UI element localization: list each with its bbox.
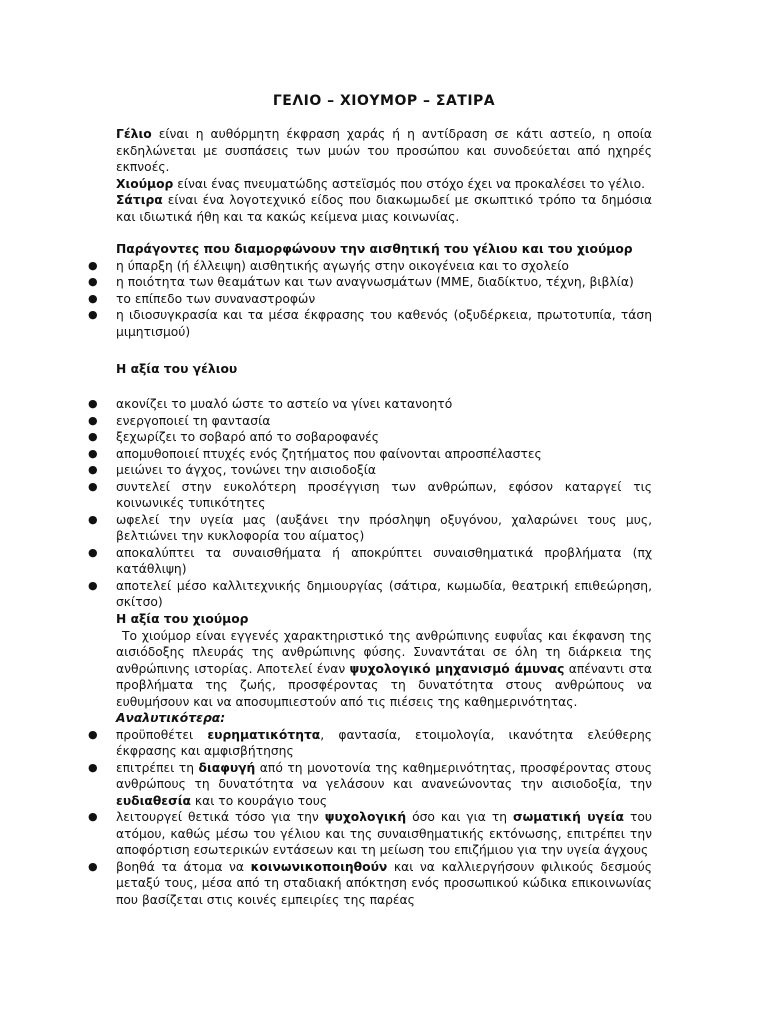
bullet-icon: ● [88, 275, 98, 288]
list-item [88, 462, 652, 479]
list-item-text: προϋποθέτει [116, 727, 208, 742]
term-satira: Σάτιρα [116, 193, 163, 207]
bullet-icon: ● [88, 397, 98, 410]
bullet-icon: ● [88, 258, 98, 272]
list-item-text: η ποιότητα των θεαμάτων και των αναγνωσμάτων (ΜΜΕ, διαδίκτυο, τέχνη, βιβλία) [116, 275, 634, 289]
list-item-emphasis: ευδιαθεσία [116, 793, 191, 808]
list-item-text: ξεχωρίζει το σοβαρό από το σοβαροφανές [116, 430, 379, 444]
list-item-text: ακονίζει το μυαλό ώστε το αστείο να γίνει κατανοητό [116, 397, 453, 411]
bullet-icon: ● [88, 512, 98, 526]
list-item-text: ενεργοποιεί τη φαντασία [116, 413, 271, 428]
value-xioumor-paragraph [116, 628, 652, 711]
definition-xioumor-text: είναι ένας πνευματώδης αστεϊσμός που στόχο έχει να προκαλέσει το γέλιο. [173, 176, 646, 191]
list-item [88, 479, 652, 512]
document-title: ΓΕΛΙΟ – ΧΙΟΥΜΟΡ – ΣΑΤΙΡΑ [272, 93, 496, 109]
list-item-text: και να καλλιεργήσουν φιλικούς δεσμούς μεταξύ τους, μέσα από τη σταδιακή απόκτηση ενός προσωπικού κώδικα επικοινωνίας που βασίζεται στις κοινές εμπειρίες της παρέας [116, 859, 652, 907]
definitions-section [116, 126, 652, 225]
list-item [88, 512, 652, 545]
bullet-icon: ● [88, 446, 98, 460]
list-item-text: αποκαλύπτει τα συναισθήματα ή αποκρύπτει συναισθηματικά προβλήματα (πχ κατάθλιψη) [116, 545, 652, 576]
value-gelio-list [88, 396, 652, 611]
value-xioumor-section [88, 611, 653, 908]
list-item-emphasis: διαφυγή [198, 760, 256, 775]
paragraph-emphasis: ψυχολογικό μηχανισμό άμυνας [349, 661, 565, 676]
list-item [88, 446, 652, 463]
factors-heading: Παράγοντες που διαμορφώνουν την αισθητική του γέλιου και του χιούμορ [116, 242, 633, 256]
list-item-text: η ιδιοσυγκρασία και τα μέσα έκφρασης του καθενός (οξυδέρκεια, πρωτοτυπία, τάση μιμητισμού) [116, 308, 652, 339]
list-item-text: λειτουργεί θετικά τόσο για την [116, 810, 325, 824]
bullet-icon: ● [88, 430, 98, 443]
list-item [88, 396, 652, 413]
list-item-emphasis: ψυχολογική [324, 810, 407, 824]
definition-gelio [116, 126, 652, 176]
bullet-icon: ● [88, 810, 98, 823]
factors-section [88, 241, 652, 340]
value-xioumor-heading: Η αξία του χιούμορ [116, 612, 249, 626]
list-item [88, 809, 653, 859]
paragraph-text: Το χιούμορ είναι εγγενές χαρακτηριστικό της ανθρώπινης ευφυΐας και έκφανση της αισιόδοξης πλευράς της ανθρώπινης φύσης. Συναντάται σε όλη τη διάρκεια της ανθρώπινης ιστορίας. Αποτελεί έναν [116, 628, 652, 676]
definition-gelio-text: είναι η αυθόρμητη έκφραση χαράς ή η αντίδραση σε κάτι αστείο, η οποία εκδηλώνεται με συσπάσεις των μυών του προσώπου και συνοδεύεται από ηχηρές εκπνοές. [116, 127, 652, 174]
list-item-text: συντελεί στην ευκολότερη προσέγγιση των ανθρώπων, εφόσον καταργεί τις κοινωνικές τυπικότητες [116, 479, 652, 510]
list-item-text: , φαντασία, ετοιμολογία, ικανότητα ελεύθερης έκφρασης και αμφισβήτησης [116, 727, 652, 758]
list-item-text: απομυθοποιεί πτυχές ενός ζητήματος που φαίνονται απροσπέλαστες [116, 446, 542, 461]
list-item [88, 429, 652, 446]
list-item-text: του ατόμου, καθώς μέσω του γέλιου και της συναισθηματικής εκτόνωσης, επιτρέπει την αποφόρτιση εσωτερικών εντάσεων και τη μείωση του επιζήμιου για την υγεία άγχους [116, 810, 653, 857]
list-item [88, 727, 652, 760]
bullet-icon: ● [88, 291, 98, 305]
bullet-icon: ● [88, 859, 98, 873]
list-item-emphasis: ευρηματικότητα [207, 727, 321, 742]
bullet-icon: ● [88, 308, 98, 321]
list-item-emphasis: κοινωνικοποιηθούν [250, 859, 388, 874]
list-item [88, 760, 652, 810]
list-item [88, 307, 652, 340]
list-item-text: από τη μονοτονία της καθημερινότητας, προσφέροντας στους ανθρώπους τη δυνατότητα να γελάσουν και ανανεώνοντας την αισιοδοξία, την [116, 760, 652, 791]
definition-xioumor [116, 176, 652, 193]
list-item-text: το επίπεδο των συναναστροφών [116, 291, 316, 306]
list-item-text: μειώνει το άγχος, τονώνει την αισιοδοξία [116, 463, 376, 477]
value-gelio-heading-block [116, 361, 652, 378]
list-item [88, 859, 652, 909]
bullet-icon: ● [88, 727, 98, 741]
analytic-label-text: Αναλυτικότερα: [116, 711, 226, 725]
list-item-emphasis: σωματική υγεία [513, 810, 625, 824]
list-item [88, 578, 652, 611]
list-item-text: επιτρέπει τη [116, 760, 199, 775]
factors-list [88, 258, 652, 341]
list-item-text: και το κουράγιο τους [190, 793, 328, 808]
term-xioumor: Χιούμορ [116, 176, 174, 191]
list-item [88, 258, 652, 275]
definition-satira-text: είναι ένα λογοτεχνικό είδος που διακωμωδεί με σκωπτικό τρόπο τα δημόσια και ιδιωτικά ήθη και τα κακώς κείμενα μιας κοινωνίας. [116, 193, 652, 224]
value-xioumor-list [88, 727, 653, 909]
bullet-icon: ● [88, 578, 98, 592]
list-item-text: όσο και για τη [406, 810, 514, 824]
bullet-icon: ● [88, 760, 98, 774]
bullet-icon: ● [88, 413, 98, 427]
definition-satira [116, 192, 652, 225]
analytic-label [116, 710, 652, 727]
list-item-text: αποτελεί μέσο καλλιτεχνικής δημιουργίας (σάτιρα, κωμωδία, θεατρική επιθεώρηση, σκίτσο) [116, 578, 652, 609]
bullet-icon: ● [88, 463, 98, 476]
value-gelio-heading: Η αξία του γέλιου [116, 362, 238, 376]
value-gelio-section [88, 396, 652, 611]
list-item [88, 413, 652, 430]
list-item-text: η ύπαρξη (ή έλλειψη) αισθητικής αγωγής στην οικογένεια και το σχολείο [116, 258, 569, 273]
list-item-text: ωφελεί την υγεία μας (αυξάνει την πρόσληψη οξυγόνου, χαλαρώνει τους μυς, βελτιώνει την κυκλοφορία του αίματος) [116, 512, 652, 543]
list-item-text: βοηθά τα άτομα να [116, 859, 251, 874]
list-item [88, 545, 652, 578]
paragraph-text: απέναντι στα προβλήματα της ζωής, προσφέροντας τη δυνατότητα στους ανθρώπους να ευθυμήσουν και να αποσυμπιεστούν από τις πιέσεις της καθημερινότητας. [116, 661, 652, 709]
list-item [88, 291, 652, 308]
term-gelio: Γέλιο [116, 127, 152, 141]
bullet-icon: ● [88, 479, 98, 493]
bullet-icon: ● [88, 545, 98, 559]
list-item [88, 274, 652, 291]
